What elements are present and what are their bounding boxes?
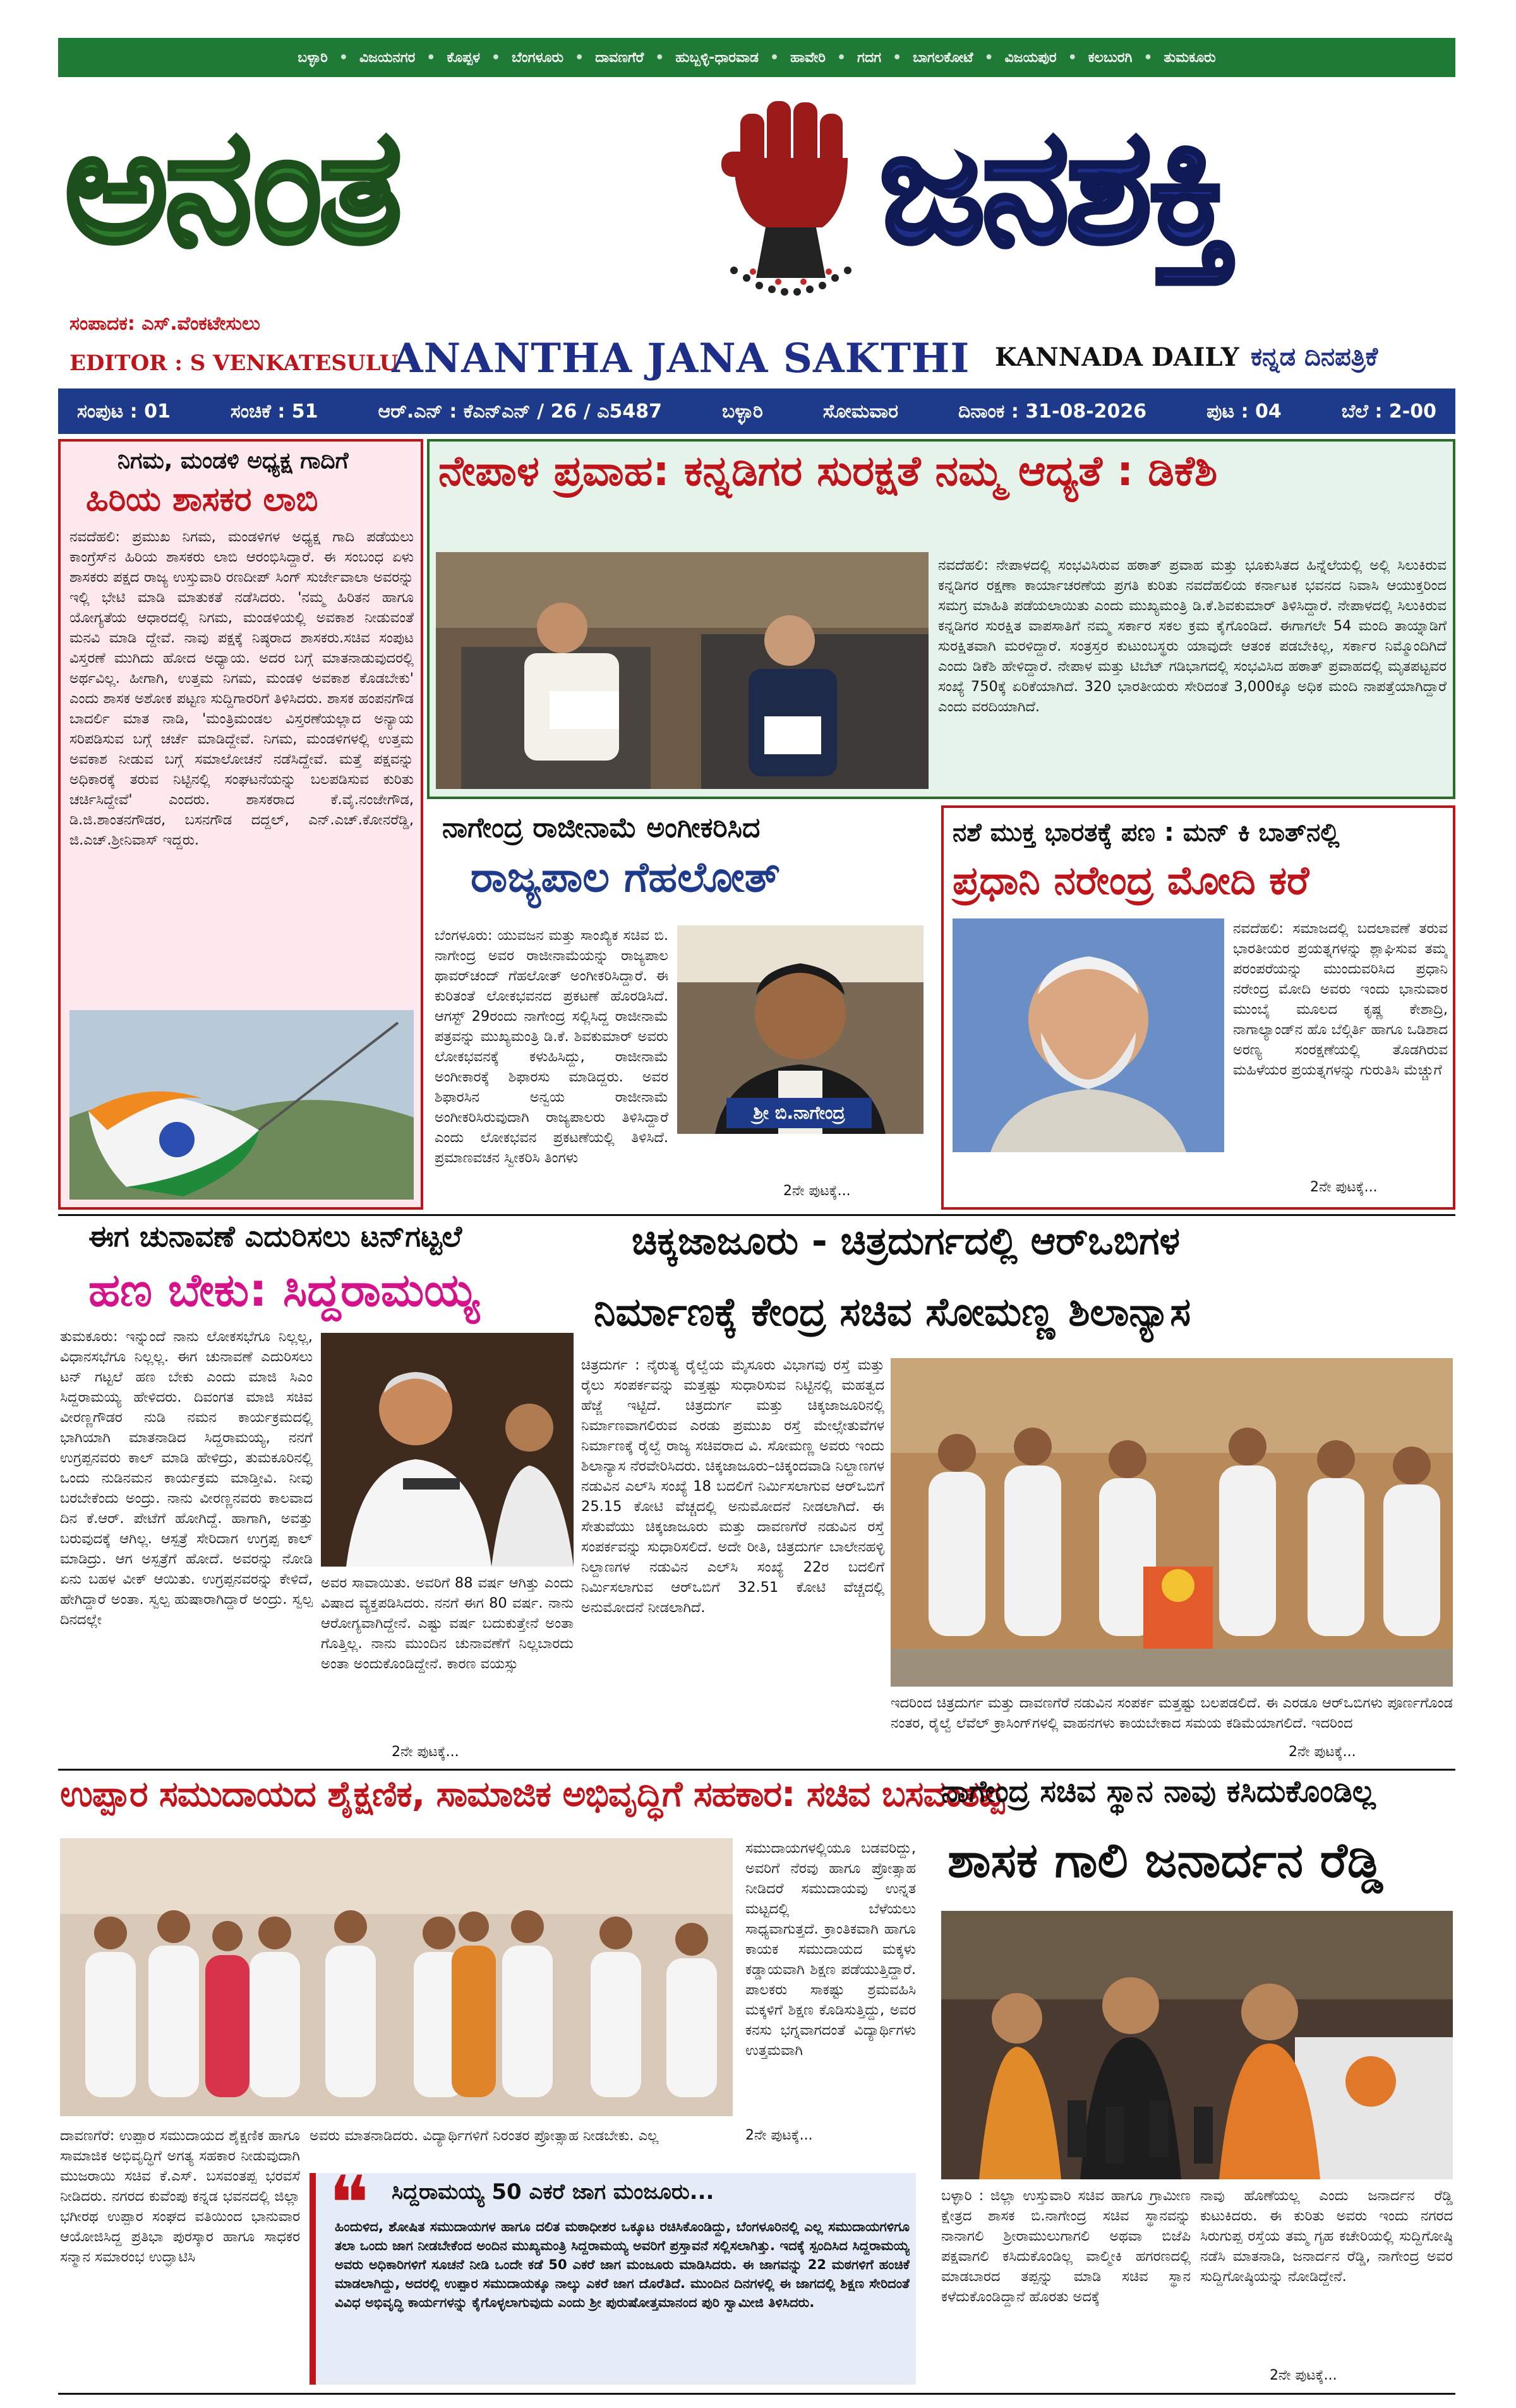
janardhana-kicker: ನಾಗೇಂದ್ರ ಸಚಿವ ಸ್ಥಾನ ನಾವು ಕಸಿದುಕೊಂಡಿಲ್ಲ (941, 1774, 1376, 1809)
somanna-headline-1: ಚಿಕ್ಕಜಾಜೂರು - ಚಿತ್ರದುರ್ಗದಲ್ಲಿ ಆರ್‌ಒಬಿಗಳ (632, 1219, 1181, 1263)
modi-portrait-photo (953, 918, 1224, 1152)
siddaramaiah-body-right: ಅವರ ಸಾವಾಯಿತು. ಅವರಿಗೆ 88 ವರ್ಷ ಆಗಿತ್ತು ಎಂದು ವಿಷಾದ ವ್ಯಕ್ತಪಡಿಸಿದರು. ನನಗೆ ಈಗ 80 ವರ್ಷ. ನಾನು ಆರೋಗ್ಯವಾಗಿದ್ದೇನೆ. ಎಷ್ಟು ವರ್ಷ ಬದುಕುತ್ತೇನೆ ಅಂತಾ ಗೊತ್ತಿಲ್ಲ. ನಾನು ಮುಂದಿನ ಚುನಾವಣೆಗೆ ನಿಲ್ಲಬಾರದು ಅಂತಾ ಅಂದುಕೊಂಡಿದ್ದೇನೆ. ಕಾರಣ ವಯಸ್ಸು (321, 1575, 574, 1672)
article-headline: ಪ್ರಧಾನಿ ನರೇಂದ್ರ ಮೋದಿ ಕರೆ (953, 857, 1309, 903)
raised-fist-logo-icon (696, 88, 886, 297)
uppara-body-mid: ಅವರು ಮಾತನಾಡಿದರು. ವಿದ್ಯಾರ್ಥಿಗಳಿಗೆ ನಿರಂತರ ಪ್ರೋತ್ಸಾಹ ನೀಡಬೇಕು. ಎಲ್ಲ (310, 2128, 659, 2144)
janardhana-body-right: ನಾವು ಹೊಣೆಯಲ್ಲ ಎಂದು ಜನಾರ್ದನ ರೆಡ್ಡಿ ಕುಟುಕಿದರು. ಈ ಕುರಿತು ಅವರು ಇಂದು ನಗರದ ಸಿರುಗುಪ್ಪ ರಸ್ತೆಯ ತಮ್ಮ ಗೃಹ ಕಚೇರಿಯಲ್ಲಿ ಸುದ್ದಿಗೋಷ್ಠಿ ನಡೆಸಿ ಮಾತನಾಡಿ, ಜನಾರ್ದನ ರೆಡ್ಡಿ, ನಾಗೇಂದ್ರ ಅವರ ಸುದ್ದಿಗೋಷ್ಠಿಯನ್ನು ನೋಡಿದ್ದೇನೆ. (1200, 2188, 1453, 2285)
siddaramaiah-speech-photo (321, 1333, 574, 1567)
continue-link[interactable]: 2ನೇ ಪುಟಕ್ಕೆ... (783, 1183, 851, 1199)
quote-mark-icon: ❝ (328, 2160, 370, 2248)
issue-info-item: ಸೋಮವಾರ (822, 400, 898, 423)
dk-shivakumar-meeting-photo (436, 552, 929, 789)
nav-separator: • (769, 49, 779, 66)
congress-flag-photo (69, 1010, 414, 1200)
issue-info-item: ಬೆಲೆ : 2-00 (1341, 400, 1436, 423)
nav-separator: • (836, 49, 846, 66)
nav-city-link[interactable]: ಕಲಬುರಗಿ (1088, 49, 1133, 66)
nav-separator: • (984, 49, 994, 66)
nav-city-link[interactable]: ದಾವಣಗೆರೆ (595, 49, 644, 66)
land-grant-box (310, 2160, 916, 2385)
issue-info-item: ಪುಟ : 04 (1206, 400, 1282, 423)
article-headline: ನೇಪಾಳ ಪ್ರವಾಹ: ಕನ್ನಡಿಗರ ಸುರಕ್ಷತೆ ನಮ್ಮ ಆದ್ಯತೆ : ಡಿಕೆಶಿ (438, 447, 1218, 495)
issue-info-item: ಸಂಚಿಕೆ : 51 (230, 400, 318, 423)
somanna-body: ಚಿತ್ರದುರ್ಗ : ನೈರುತ್ಯ ರೈಲ್ವೆಯ ಮೈಸೂರು ವಿಭಾಗವು ರಸ್ತೆ ಮತ್ತು ರೈಲು ಸಂಪರ್ಕವನ್ನು ಮತ್ತಷ್ಟು ಸುಧಾರಿಸುವ ನಿಟ್ಟಿನಲ್ಲಿ ಮಹತ್ವದ ಹೆಜ್ಜೆ ಇಟ್ಟಿದೆ. ಚಿತ್ರದುರ್ಗ ಮತ್ತು ಚಿಕ್ಕಜಾಜೂರಿನಲ್ಲಿ ನಿರ್ಮಾಣವಾಗಲಿರುವ ಎರಡು ಪ್ರಮುಖ ರಸ್ತೆ ಮೇಲ್ಸೇತುವೆಗಳ ನಿರ್ಮಾಣಕ್ಕೆ ರೈಲ್ವೆ ರಾಜ್ಯ ಸಚಿವರಾದ ವಿ. ಸೋಮಣ್ಣ ಅವರು ಇಂದು ಶಿಲಾನ್ಯಾಸ ನೆರವೇರಿಸಿದರು. ಚಿಕ್ಕಜಾಜೂರು–ಚಿಕ್ಕಂದವಾಡಿ ನಿಲ್ದಾಣಗಳ ನಡುವಿನ ಎಲ್‌ಸಿ ಸಂಖ್ಯೆ 18 ಬದಲಿಗೆ ನಿರ್ಮಿಸಲಾಗುವ ಆರ್‌ಒಬಿಗೆ 25.15 ಕೋಟಿ ವೆಚ್ಚದಲ್ಲಿ ಅನುಮೋದನೆ ನೀಡಲಾಗಿದೆ. ಈ ಸೇತುವೆಯು ಚಿಕ್ಕಜಾಜೂರು ಮತ್ತು ದಾವಣಗೆರೆ ನಡುವಿನ ರಸ್ತೆ ಸಂಪರ್ಕವನ್ನು ಸುಧಾರಿಸಲಿದೆ. ಅದೇ ರೀತಿ, ಚಿತ್ರದುರ್ಗ ಬಾಲೇನಹಳ್ಳಿ ನಿಲ್ದಾಣಗಳ ನಡುವಿನ ಎಲ್‌ಸಿ ಸಂಖ್ಯೆ 22ರ ಬದಲಿಗೆ ನಿರ್ಮಿಸಲಾಗುವ ಆರ್‌ಒಬಿಗೆ 32.51 ಕೋಟಿ ವೆಚ್ಚದಲ್ಲಿ ಅನುಮೋದನೆ ನೀಡಲಾಗಿದೆ. (581, 1357, 884, 1616)
siddaramaiah-kicker: ಈಗ ಚುನಾವಣೆ ಎದುರಿಸಲು ಟನ್‌ಗಟ್ಟಲೆ (88, 1219, 462, 1253)
issue-info-item: ಸಂಪುಟ : 01 (77, 400, 171, 423)
continue-link[interactable]: 2ನೇ ಪುಟಕ್ಕೆ... (1289, 1744, 1356, 1760)
nav-separator: • (1068, 49, 1077, 66)
siddaramaiah-body-left: ತುಮಕೂರು: ಇನ್ನುಂದೆ ನಾನು ಲೋಕಸಭೆಗೂ ನಿಲ್ಲಲ್ಲ, ವಿಧಾನಸಭೆಗೂ ನಿಲ್ಲಲ್ಲ. ಈಗ ಚುನಾವಣೆ ಎದುರಿಸಲು ಟನ್ ಗಟ್ಟಲೆ ಹಣ ಬೇಕು ಎಂದು ಮಾಜಿ ಸಿಎಂ ಸಿದ್ದರಾಮಯ್ಯ ಹೇಳಿದರು. ದಿವಂಗತ ಮಾಜಿ ಸಚಿವ ವೀರಣ್ಣಗೌಡರ ನುಡಿ ನಮನ ಕಾರ್ಯಕ್ರಮದಲ್ಲಿ ಭಾಗಿಯಾಗಿ ಮಾತನಾಡಿದ ಸಿದ್ದರಾಮಯ್ಯ, ನನಗೆ ಉಗ್ರಪ್ಪನವರು ಕಾಲ್ ಮಾಡಿ ಹೇಳಿದ್ರು, ತುಮಕೂರಿನಲ್ಲಿ ಒಂದು ನುಡಿನಮನ ಕಾರ್ಯಕ್ರಮ ಮಾಡ್ತೀವಿ. ನೀವು ಬರಬೇಕೆಂದು ಅಂದ್ರು. ನಾನು ವೀರಣ್ಣನವರು ಕಾಲವಾದ ದಿನ ಕೆ.ಆರ್. ಪೇಟೆಗೆ ಹೋಗಿದ್ದೆ. ಹಾಗಾಗಿ, ಅವತ್ತು ಬರುವುದಕ್ಕೆ ಆಗಿಲ್ಲ. ಆಸ್ಪತ್ರೆ ಸೇರಿದಾಗ ಉಗ್ರಪ್ಪ ಕಾಲ್ ಮಾಡಿದ್ರು. ಆಗ ಅಸ್ಪತ್ರೆಗೆ ಹೋದೆ. ಅವರನ್ನು ನೋಡಿ ಏನು ಬಹಳ ವೀಕ್ ಆಯಿತು. ಉಗ್ರಪ್ಪನವರನ್ನು ಕೇಳಿದೆ, ಹೇಗಿದ್ದಾರೆ ಅಂತಾ. ಸ್ವಲ್ಪ ಹುಷಾರಾಗಿದ್ದಾರೆ ಅಂದ್ರು. ಸ್ವಲ್ಪ ದಿನದಲ್ಲೇ (60, 1328, 313, 1628)
editor-kannada: ಸಂಪಾದಕ: ಎಸ್.ವೆಂಕಟೇಸುಲು (69, 313, 260, 335)
nagendra-body: ಬೆಂಗಳೂರು: ಯುವಜನ ಮತ್ತು ಸಾಂಖ್ಯಿಕ ಸಚಿವ ಬಿ. ನಾಗೇಂದ್ರ ಅವರ ರಾಜೀನಾಮೆಯನ್ನು ರಾಜ್ಯಪಾಲ ಥಾವರ್‌ಚಂದ್ ಗೆಹಲೋತ್ ಅಂಗೀಕರಿಸಿದ್ದಾರೆ. ಈ ಕುರಿತಂತೆ ಲೋಕಭವನದ ಪ್ರಕಟಣೆ ಹೊರಡಿಸಿದೆ. ಆಗಸ್ಟ್ 29ರಂದು ನಾಗೇಂದ್ರ ಸಲ್ಲಿಸಿದ್ದ ರಾಜೀನಾಮೆ ಪತ್ರವನ್ನು ಮುಖ್ಯಮಂತ್ರಿ ಡಿ.ಕೆ. ಶಿವಕುಮಾರ್ ಅವರು ಲೋಕಭವನಕ್ಕೆ ಕಳುಹಿಸಿದ್ದು, ರಾಜೀನಾಮೆ ಅಂಗೀಕಾರಕ್ಕೆ ಶಿಫಾರಸು ಮಾಡಿದ್ದರು. ಅವರ ಶಿಫಾರಸಿನ ಅನ್ವಯ ರಾಜೀನಾಮೆ ಅಂಗೀಕರಿಸಿರುವುದಾಗಿ ರಾಜ್ಯಪಾಲರು ತಿಳಿಸಿದ್ದಾರೆ ಎಂದು ಲೋಕಭವನ ಪ್ರಕಟಣೆಯಲ್ಲಿ ತಿಳಿಸಿದೆ. ಪ್ರಮಾಣವಚನ ಸ್ವೀಕರಿಸಿ ತಿಂಗಳು (435, 927, 668, 1166)
nav-separator: • (491, 49, 500, 66)
somanna-headline-2: ನಿರ್ಮಾಣಕ್ಕೆ ಕೇಂದ್ರ ಸಚಿವ ಸೋಮಣ್ಣ ಶಿಲಾನ್ಯಾಸ (594, 1289, 1191, 1335)
divider (58, 1214, 1455, 1216)
divider (58, 1769, 1455, 1771)
article-kicker: ನಿಗಮ, ಮಂಡಳಿ ಅಧ್ಯಕ್ಷ ಗಾದಿಗೆ (117, 448, 349, 474)
nav-separator: • (426, 49, 436, 66)
divider (58, 2393, 1455, 2395)
uppara-body-left: ದಾವಣಗೆರೆ: ಉಪ್ಪಾರ ಸಮುದಾಯದ ಶೈಕ್ಷಣಿಕ ಹಾಗೂ ಸಾಮಾಜಿಕ ಅಭಿವೃದ್ಧಿಗೆ ಅಗತ್ಯ ಸಹಕಾರ ನೀಡುವುದಾಗಿ ಮುಜರಾಯಿ ಸಚಿವ ಕೆ.ಎಸ್. ಬಸವಂತಪ್ಪ ಭರವಸೆ ನೀಡಿದರು. ನಗರದ ಕುವೆಂಪು ಕನ್ನಡ ಭವನದಲ್ಲಿ ಜಿಲ್ಲಾ ಭಗೀರಥ ಉಪ್ಪಾರ ಸಂಘದ ವತಿಯಿಂದ ಭಾನುವಾರ ಆಯೋಜಿಸಿದ್ದ ಪ್ರತಿಭಾ ಪುರಸ್ಕಾರ ಹಾಗೂ ಸಾಧಕರ ಸನ್ಮಾನ ಸಮಾರಂಭ ಉದ್ಘಾಟಿಸಿ (60, 2128, 300, 2265)
nav-separator: • (339, 49, 348, 66)
article-body: ನವದೆಹಲಿ: ಪ್ರಮುಖ ನಿಗಮ, ಮಂಡಳಿಗಳ ಅಧ್ಯಕ್ಷ ಗಾದಿ ಪಡೆಯಲು ಕಾಂಗ್ರೆಸ್‌ನ ಹಿರಿಯ ಶಾಸಕರು ಲಾಬಿ ಆರಂಭಿಸಿದ್ದಾರೆ. ಈ ಸಂಬಂಧ ಏಳು ಶಾಸಕರು ಪಕ್ಷದ ರಾಜ್ಯ ಉಸ್ತುವಾರಿ ರಣದೀಪ್ ಸಿಂಗ್ ಸುರ್ಜೇವಾಲಾ ಅವರನ್ನು ಇಲ್ಲಿ ಭೇಟಿ ಮಾಡಿ ಮಾತುಕತೆ ನಡೆಸಿದರು. 'ನಮ್ಮ ಹಿರಿತನ ಹಾಗೂ ಯೋಗ್ಯತೆಯ ಆಧಾರದಲ್ಲಿ ನಿಗಮ, ಮಂಡಳಿಯಲ್ಲಿ ಅವಕಾಶ ನೀಡುವಂತೆ ಮನವಿ ಮಾಡಿ ದ್ದೇವೆ. ನಾವು ಪಕ್ಷಕ್ಕೆ ನಿಷ್ಠರಾದ ಶಾಸಕರು.ಸಚಿವ ಸಂಪುಟ ವಿಸ್ತರಣೆ ಮುಗಿದು ಹೋದ ಅಧ್ಯಾಯ. ಅದರ ಬಗ್ಗೆ ಮಾತನಾಡುವುದರಲ್ಲಿ ಅರ್ಥವಿಲ್ಲ. ಹೀಗಾಗಿ, ಉತ್ತಮ ನಿಗಮ, ಮಂಡಳಿ ಅವಕಾಶ ಕೊಡಬೇಕು' ಎಂದು ಶಾಸಕ ಅಶೋಕ ಪಟ್ಟಣ ಸುದ್ದಿಗಾರರಿಗೆ ತಿಳಿಸಿದರು. ಶಾಸಕ ಹಂಪನಗೌಡ ಬಾದರ್ಲಿ ಮಾತ ನಾಡಿ, 'ಮಂತ್ರಿಮಂಡಲ ವಿಸ್ತರಣೆಯಲ್ಲಾದ ಅನ್ಯಾಯ ಸರಿಪಡಿಸುವ ಬಗ್ಗೆ ಚರ್ಚೆ ಮಾಡಿದ್ದೇವೆ. ನಿಗಮ, ಮಂಡಳಿಗಳಲ್ಲಿ ಉತ್ತಮ ಅವಕಾಶ ನೀಡುವ ಬಗ್ಗೆ ಸಮಾಲೋಚನೆ ನಡೆಸಿದ್ದೇವೆ. ಮತ್ತೆ ಪಕ್ಷವನ್ನು ಅಧಿಕಾರಕ್ಕೆ ತರುವ ನಿಟ್ಟಿನಲ್ಲಿ ಸಂಘಟನೆಯನ್ನು ಬಲಪಡಿಸುವ ಕುರಿತು ಚರ್ಚಿಸಿದ್ದೇವೆ' ಎಂದರು. ಶಾಸಕರಾದ ಕೆ.ವೈ.ನಂಜೇಗೌಡ, ಡಿ.ಜಿ.ಶಾಂತನಗೌಡರ, ಬಸನಗೌಡ ದದ್ದಲ್, ಎನ್.ಎಚ್.ಕೋನರೆಡ್ಡಿ, ಜಿ.ಎಚ್.ಶ್ರೀನಿವಾಸ್ ಇದ್ದರು. (69, 529, 414, 848)
continue-link[interactable]: 2ನೇ ಪುಟಕ್ಕೆ... (1270, 2368, 1337, 2383)
continue-link[interactable]: 2ನೇ ಪುಟಕ್ಕೆ... (392, 1744, 459, 1760)
continue-link[interactable]: 2ನೇ ಪುಟಕ್ಕೆ... (1310, 1179, 1378, 1195)
article-nigama (58, 439, 423, 1210)
nagendra-headline: ರಾಜ್ಯಪಾಲ ಗೆಹಲೋತ್ (471, 853, 780, 901)
nav-city-link[interactable]: ಬೆಂಗಳೂರು (511, 49, 564, 66)
article-kicker: ನಶೆ ಮುಕ್ತ ಭಾರತಕ್ಕೆ ಪಣ : ಮನ್ ಕಿ ಬಾತ್‌ನಲ್ಲಿ (953, 818, 1340, 847)
logo-right-word: ಜನಶಕ್ತಿ (879, 94, 1232, 278)
issue-info-bar (58, 388, 1455, 434)
nav-separator: • (655, 49, 665, 66)
article-modi (941, 805, 1455, 1210)
somanna-body-bottom: ಇದರಿಂದ ಚಿತ್ರದುರ್ಗ ಮತ್ತು ದಾವಣಗೆರೆ ನಡುವಿನ ಸಂಪರ್ಕ ಮತ್ತಷ್ಟು ಬಲಪಡಲಿದೆ. ಈ ಎರಡೂ ಆರ್‌ಒಬಿಗಳು ಪೂರ್ಣಗೊಂಡ ನಂತರ, ರೈಲ್ವೆ ಲೆವೆಲ್ ಕ್ರಾಸಿಂಗ್‌ಗಳಲ್ಲಿ ವಾಹನಗಳು ಕಾಯಬೇಕಾದ ಸಮಯ ಕಡಿಮೆಯಾಗಲಿದೆ. ಇದರಿಂದ (891, 1695, 1453, 1731)
nav-city-link[interactable]: ಬಾಗಲಕೋಟೆ (913, 49, 973, 66)
nav-city-link[interactable]: ತುಮಕೂರು (1164, 49, 1216, 66)
issue-info-item: ದಿನಾಂಕ : 31-08-2026 (958, 400, 1147, 423)
paper-title-english: ANANTHA JANA SAKTHI (392, 335, 970, 382)
editor-english: EDITOR : S VENKATESULU (69, 351, 399, 376)
nav-city-link[interactable]: ಗದಗ (857, 49, 882, 66)
nav-city-link[interactable]: ವಿಜಯನಗರ (359, 49, 416, 66)
issue-info-item: ಬಳ್ಳಾರಿ (721, 400, 763, 423)
kannada-daily-label-kn: ಕನ್ನಡ ದಿನಪತ್ರಿಕೆ (1251, 342, 1378, 371)
land-grant-body: ಹಿಂದುಳಿದ, ಶೋಷಿತ ಸಮುದಾಯಗಳ ಹಾಗೂ ದಲಿತ ಮಠಾಧೀಶರ ಒಕ್ಕೂಟ ರಚಿಸಿಕೊಂಡಿದ್ದು, ಬೆಂಗಳೂರಿನಲ್ಲಿ ಎಲ್ಲ ಸಮುದಾಯಗಳಿಗೂ ತಲಾ ಒಂದು ಜಾಗ ನೀಡಬೇಕೆಂದ ಅಂದಿನ ಮುಖ್ಯಮಂತ್ರಿ ಸಿದ್ದರಾಮಯ್ಯ ಅವರಿಗೆ ಪ್ರಸ್ತಾವನೆ ಸಲ್ಲಿಸಲಾಗಿತ್ತು. ಇದಕ್ಕೆ ಸ್ಪಂದಿಸಿದ ಸಿದ್ದರಾಮಯ್ಯ ಅವರು ಅಧಿಕಾರಿಗಳಿಗೆ ಸೂಚನೆ ನೀಡಿ ಒಂದೇ ಕಡೆ 50 ಎಕರೆ ಜಾಗ ಮಂಜೂರು ಮಾಡಿಸಿದರು. ಈ ಜಾಗವನ್ನು 22 ಮಠಗಳಿಗೆ ಹಂಚಿಕೆ ಮಾಡಲಾಗಿದ್ದು, ಅದರಲ್ಲಿ ಉಪ್ಪಾರ ಸಮುದಾಯಕ್ಕೂ ನಾಲ್ಕು ಎಕರೆ ಜಾಗ ದೊರೆತಿದೆ. ಮುಂದಿನ ದಿನಗಳಲ್ಲಿ ಈ ಜಾಗದಲ್ಲಿ ಶಿಕ್ಷಣ ಸೇರಿದಂತೆ ವಿವಿಧ ಅಭಿವೃದ್ಧಿ ಕಾರ್ಯಗಳನ್ನು ಕೈಗೊಳ್ಳಲಾಗುವುದು ಎಂದು ಶ್ರೀ ಪುರುಷೋತ್ತಮಾನಂದ ಪುರಿ ಸ್ವಾಮೀಜಿ ತಿಳಿಸಿದರು. (335, 2219, 910, 2310)
nav-city-link[interactable]: ವಿಜಯಪುರ (1004, 49, 1057, 66)
logo-left-word: ಅನಂತ (64, 94, 399, 278)
city-nav-bar (58, 38, 1455, 77)
land-grant-headline: ಸಿದ್ದರಾಮಯ್ಯ 50 ಎಕರೆ ಜಾಗ ಮಂಜೂರು... (392, 2179, 714, 2205)
nagendra-kicker: ನಾಗೇಂದ್ರ ರಾಜೀನಾಮೆ ಅಂಗೀಕರಿಸಿದ (442, 812, 761, 844)
article-body: ನವದೆಹಲಿ: ನೇಪಾಳದಲ್ಲಿ ಸಂಭವಿಸಿರುವ ಹಠಾತ್ ಪ್ರವಾಹ ಮತ್ತು ಭೂಕುಸಿತದ ಹಿನ್ನೆಲೆಯಲ್ಲಿ ಅಲ್ಲಿ ಸಿಲುಕಿರುವ ಕನ್ನಡಿಗರ ರಕ್ಷಣಾ ಕಾರ್ಯಾಚರಣೆಯ ಪ್ರಗತಿ ಕುರಿತು ನವದೆಹಲಿಯ ಕರ್ನಾಟಕ ಭವನದ ನಿವಾಸಿ ಆಯುಕ್ತರಿಂದ ಸಮಗ್ರ ಮಾಹಿತಿ ಪಡೆಯಲಾಯಿತು ಎಂದು ಮುಖ್ಯಮಂತ್ರಿ ಡಿ.ಕೆ.ಶಿವಕುಮಾರ್ ತಿಳಿಸಿದ್ದಾರೆ. ನೇಪಾಳದಲ್ಲಿ ಸಿಲುಕಿರುವ ಕನ್ನಡಿಗರ ಸುರಕ್ಷಿತ ವಾಪಸಾತಿಗೆ ನಮ್ಮ ಸರ್ಕಾರ ಸಕಲ ಕ್ರಮ ಕೈಗೊಂಡಿದೆ. ಈಗಾಗಲೇ 54 ಮಂದಿ ತಾಯ್ನಾಡಿಗೆ ಸುರಕ್ಷಿತವಾಗಿ ಮರಳಿದ್ದಾರೆ. ಸಂತ್ರಸ್ತರ ಕುಟುಂಬಸ್ಥರು ಯಾವುದೇ ಆತಂಕ ಪಡಬೇಕಿಲ್ಲ, ಸರ್ಕಾರ ನಿಮ್ಮೊಂದಿಗಿದೆ ಎಂದು ಡಿಕೆಶಿ ಹೇಳಿದ್ದಾರೆ. ನೇಪಾಳ ಮತ್ತು ಟಿಬೆಟ್ ಗಡಿಭಾಗದಲ್ಲಿ ಸಂಭವಿಸಿದ ಹಠಾತ್ ಪ್ರವಾಹದಲ್ಲಿ ಮೃತಪಟ್ಟವರ ಸಂಖ್ಯೆ 750ಕ್ಕೆ ಏರಿಕೆಯಾಗಿದೆ. 320 ಭಾರತೀಯರು ಸೇರಿದಂತೆ 3,000ಕ್ಕೂ ಅಧಿಕ ಮಂದಿ ನಾಪತ್ತೆಯಾಗಿದ್ದಾರೆ ಎಂದು ವರದಿಯಾಗಿದೆ. (938, 557, 1447, 715)
article-nepal (427, 439, 1455, 799)
nav-separator: • (575, 49, 584, 66)
nav-city-link[interactable]: ಹುಬ್ಬಳ್ಳಿ-ಧಾರವಾಡ (675, 49, 759, 66)
article-headline: ಹಿರಿಯ ಶಾಸಕರ ಲಾಬಿ (86, 481, 318, 519)
somanna-ceremony-photo (891, 1358, 1453, 1687)
uppara-body-right: ಸಮುದಾಯಗಳಲ್ಲಿಯೂ ಬಡವರಿದ್ದು, ಅವರಿಗೆ ನೆರವು ಹಾಗೂ ಪ್ರೋತ್ಸಾಹ ನೀಡಿದರೆ ಸಮುದಾಯವು ಉನ್ನತ ಮಟ್ಟದಲ್ಲಿ ಬೆಳೆಯಲು ಸಾಧ್ಯವಾಗುತ್ತದೆ. ಕ್ರಾಂತಿಕವಾಗಿ ಹಾಗೂ ಕಾಯಕ ಸಮುದಾಯದ ಮಕ್ಕಳು ಕಡ್ಡಾಯವಾಗಿ ಶಿಕ್ಷಣ ಪಡೆಯುತ್ತಿದ್ದಾರೆ. ಪಾಲಕರು ಸಾಕಷ್ಟು ಶ್ರಮವಹಿಸಿ ಮಕ್ಕಳಿಗೆ ಶಿಕ್ಷಣ ಕೊಡಿಸುತ್ತಿದ್ದು, ಅವರ ಕನಸು ಭಗ್ನವಾಗದಂತೆ ವಿದ್ಯಾರ್ಥಿಗಳು ಉತ್ತಮವಾಗಿ (745, 1840, 916, 2059)
janardhana-press-meet-photo (941, 1911, 1453, 2179)
nav-city-link[interactable]: ಕೊಪ್ಪಳ (447, 49, 480, 66)
uppara-felicitation-photo (60, 1838, 733, 2116)
nav-city-link[interactable]: ಬಳ್ಳಾರಿ (298, 49, 328, 66)
uppara-headline: ಉಪ್ಪಾರ ಸಮುದಾಯದ ಶೈಕ್ಷಣಿಕ, ಸಾಮಾಜಿಕ ಅಭಿವೃದ್ಧಿಗೆ ಸಹಕಾರ: ಸಚಿವ ಬಸವಂತಪ್ಪ (60, 1774, 1004, 1815)
article-body: ನವದೆಹಲಿ: ಸಮಾಜದಲ್ಲಿ ಬದಲಾವಣೆ ತರುವ ಭಾರತೀಯರ ಪ್ರಯತ್ನಗಳನ್ನು ಶ್ಲಾಘಿಸುವ ತಮ್ಮ ಪರಂಪರೆಯನ್ನು ಮುಂದುವರಿಸಿದ ಪ್ರಧಾನಿ ನರೇಂದ್ರ ಮೋದಿ ಅವರು ಇಂದು ಭಾನುವಾರ ಮುಂಬೈ ಮೂಲದ ಕೃಷ್ಣ ಕೇಶಾದ್ರಿ, ನಾಗಾಲ್ಯಾಂಡ್‌ನ ಹೊ ಬೆಲ್ಗಿರ್ತಿ ಹಾಗೂ ಒಡಿಶಾದ ಅರಣ್ಯ ಸಂರಕ್ಷಣೆಯಲ್ಲಿ ತೊಡಗಿರುವ ಮಹಿಳೆಯರ ಪ್ರಯತ್ನಗಳನ್ನು ಗುರುತಿಸಿ ಮೆಚ್ಚುಗೆ (1233, 920, 1448, 1078)
janardhana-body-left: ಬಳ್ಳಾರಿ : ಜಿಲ್ಲಾ ಉಸ್ತುವಾರಿ ಸಚಿವ ಹಾಗೂ ಗ್ರಾಮೀಣ ಕ್ಷೇತ್ರದ ಶಾಸಕ ಬಿ.ನಾಗೇಂದ್ರ ಸಚಿವ ಸ್ಥಾನವನ್ನು ನಾನಾಗಲಿ ಶ್ರೀರಾಮುಲುಗಾಗಲಿ ಅಥವಾ ಬಿಜೆಪಿ ಪಕ್ಷವಾಗಲಿ ಕಸಿದುಕೊಂಡಿಲ್ಲ ವಾಲ್ಮೀಕಿ ಹಗರಣದಲ್ಲಿ ಮಾಡಬಾರದ ತಪ್ಪನ್ನು ಮಾಡಿ ಸಚಿವ ಸ್ಥಾನ ಕಳೆದುಕೊಂಡಿದ್ದಾನೆ ಹೊರತು ಅದಕ್ಕೆ (941, 2188, 1191, 2305)
janardhana-headline: ಶಾಸಕ ಗಾಲಿ ಜನಾರ್ದನ ರೆಡ್ಡಿ (948, 1832, 1383, 1888)
siddaramaiah-headline: ಹಣ ಬೇಕು: ಸಿದ್ದರಾಮಯ್ಯ (88, 1263, 479, 1316)
masthead (58, 82, 1455, 310)
continue-link[interactable]: 2ನೇ ಪುಟಕ್ಕೆ... (745, 2128, 813, 2143)
kannada-daily-label: KANNADA DAILY (995, 342, 1239, 372)
nav-separator: • (1143, 49, 1153, 66)
nagendra-caption: ಶ್ರೀ ಬಿ.ನಾಗೇಂದ್ರ (726, 1098, 872, 1128)
nav-city-link[interactable]: ಹಾವೇರಿ (790, 49, 826, 66)
issue-info-item: ಆರ್.ಎನ್ : ಕೆಎನ್ಎನ್ / 26 / ಎ5487 (378, 400, 663, 423)
nav-separator: • (893, 49, 902, 66)
